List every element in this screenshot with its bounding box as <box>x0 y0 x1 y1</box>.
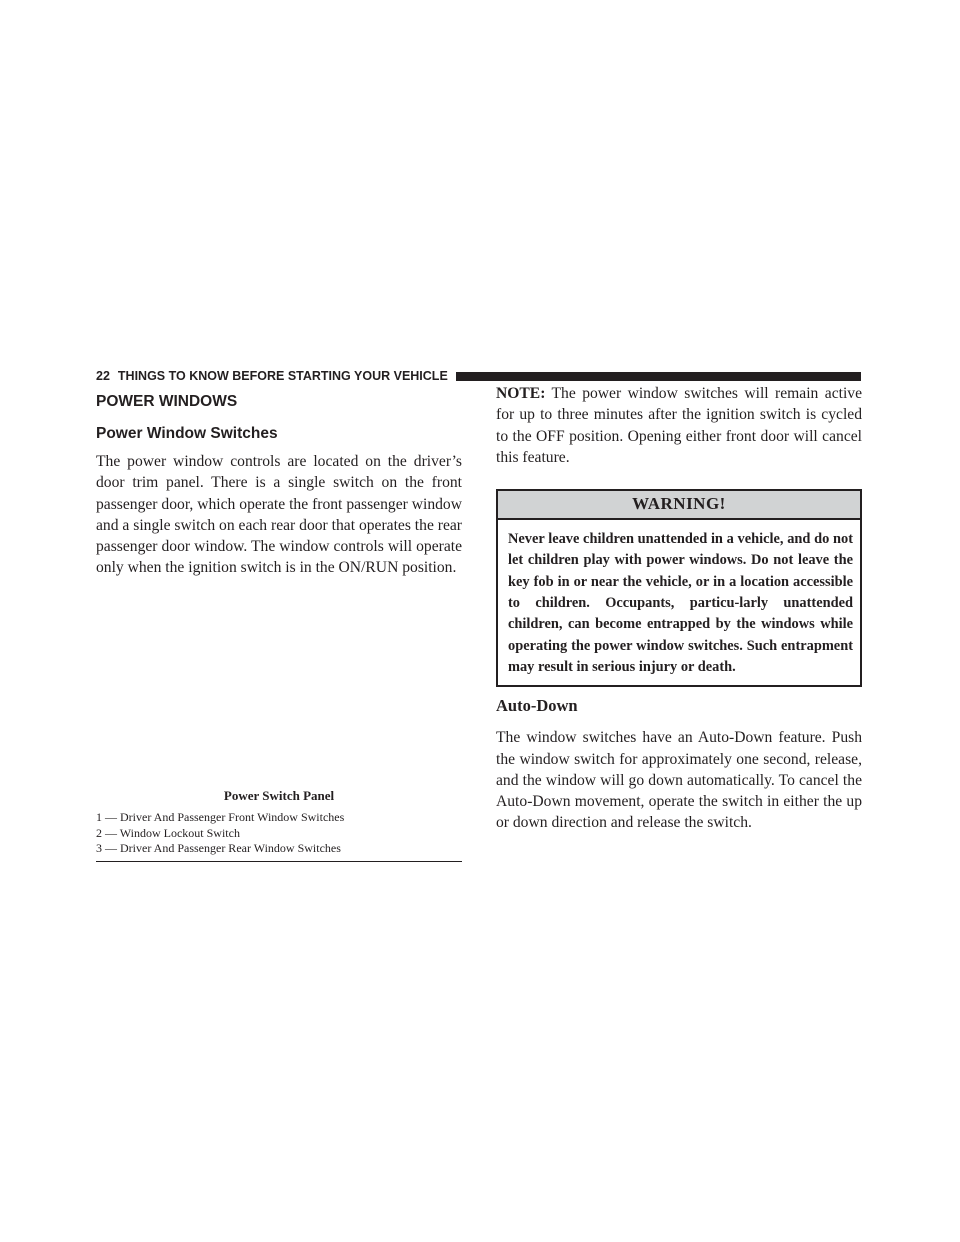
page-number: 22 <box>96 369 110 383</box>
warning-text: Never leave children unattended in a vehicle, and do not let children play with power windows. Do not leave the key fob in or near the vehicle, or in a location accessible to children. Occupants, particu-larly unattended children, can become entrapped by the windows while operating the power window switches. Such entrapment may result in serious injury or death. <box>508 531 853 675</box>
figure-caption-title: Power Switch Panel <box>223 788 335 803</box>
figure-caption <box>96 788 462 862</box>
warning-title: WARNING! <box>498 491 860 520</box>
note-text: The power window switches will remain active for up to three minutes after the ignition switch is cycled to the OFF position. Opening either front door will cancel this feature. <box>496 385 862 466</box>
section-heading: POWER WINDOWS <box>96 393 238 410</box>
header-rule <box>456 372 861 381</box>
caption-item: 1 — Driver And Passenger Front Window Switches <box>96 810 345 824</box>
figure-area <box>96 582 462 782</box>
warning-box <box>496 489 862 687</box>
auto-down-heading: Auto-Down <box>496 696 578 716</box>
note-label: NOTE: <box>496 385 546 402</box>
section-title: THINGS TO KNOW BEFORE STARTING YOUR VEHICLE <box>117 369 448 383</box>
right-column <box>496 383 862 834</box>
note-paragraph <box>496 383 862 468</box>
power-window-paragraph: The power window controls are located on the driver’s door trim panel. There is a single switch on the front passenger door, which operate the front passenger window and a single switch on each rear door that operates the rear passenger door window. The window controls will operate only when the ignition switch is in the ON/RUN position. <box>96 453 462 577</box>
left-column <box>96 393 462 579</box>
caption-item: 2 — Window Lockout Switch <box>96 825 240 840</box>
subsection-heading: Power Window Switches <box>96 425 278 442</box>
caption-item: 3 — Driver And Passenger Rear Window Switches <box>96 841 341 855</box>
auto-down-paragraph: The window switches have an Auto-Down feature. Push the window switch for approximately one second, release, and the window will go down automatically. To cancel the Auto-Down movement, operate the switch in either the up or down direction and release the switch. <box>496 729 862 832</box>
